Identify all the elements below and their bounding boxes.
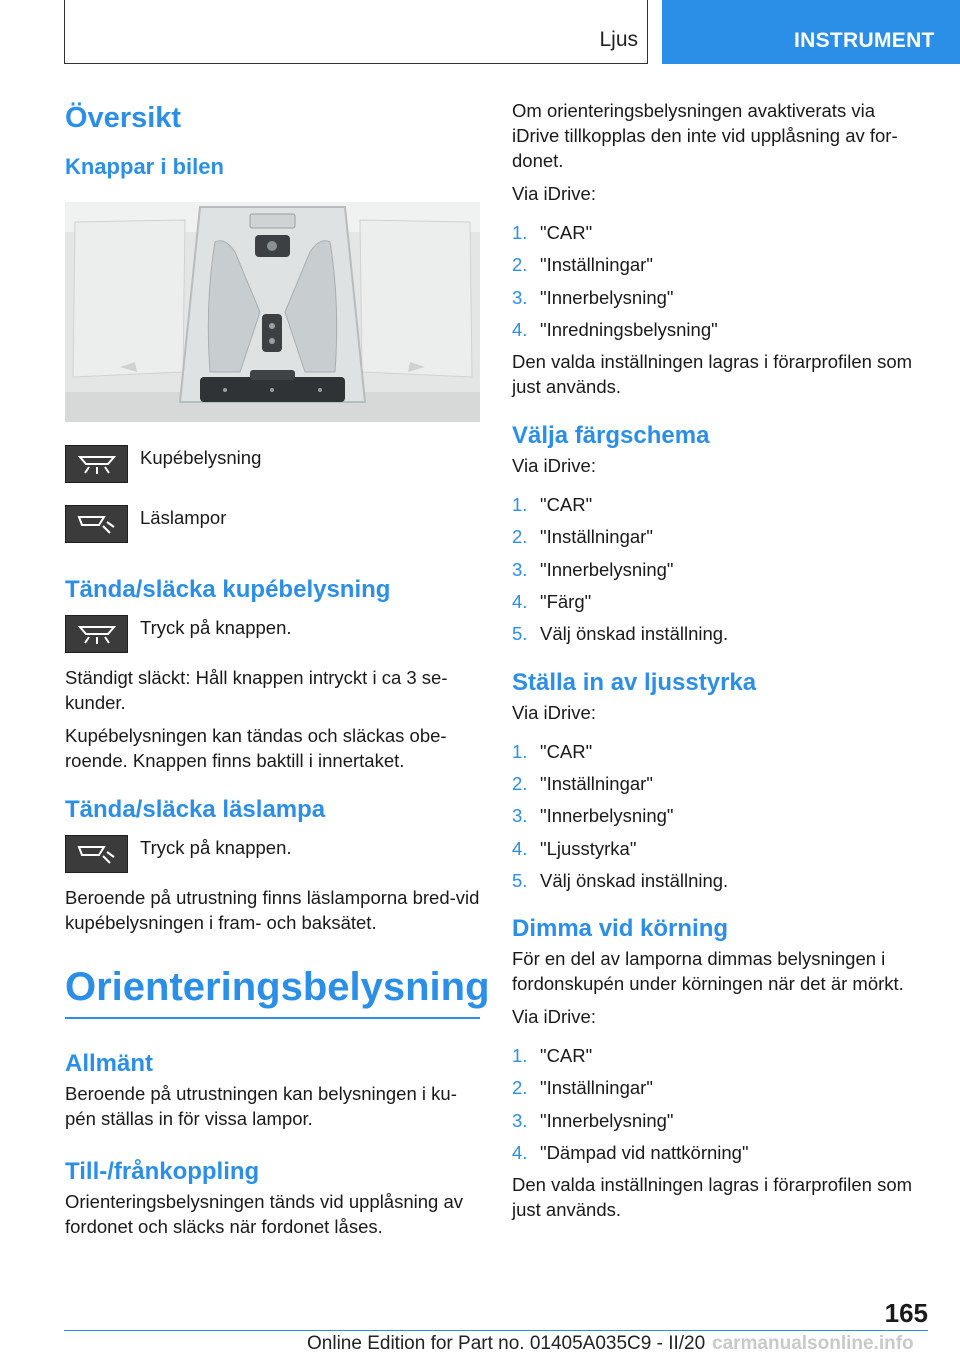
paragraph-allmant: Beroende på utrustningen kan belysningen i ku‐pén ställas in för vissa lampor. <box>65 1083 457 1129</box>
list-item: 3. "Innerbelysning" <box>512 558 674 580</box>
heading-allmant: Allmänt <box>65 1050 154 1077</box>
section-rule <box>65 1017 480 1019</box>
header-chapter-tab: INSTRUMENT <box>662 0 960 64</box>
heading-stalla-in-ljusstyrka: Ställa in av ljusstyrka <box>512 668 757 696</box>
footer-edition: Online Edition for Part no. 01405A035C9 - II/20 <box>307 1333 706 1354</box>
list-item: 3. "Innerbelysning" <box>512 286 674 308</box>
list-item: 3. "Innerbelysning" <box>512 805 674 827</box>
steps-list-3 <box>512 739 922 893</box>
list-item: 2. "Inställningar" <box>512 254 653 276</box>
heading-till-franskoppling: Till-/frånkoppling <box>65 1158 260 1185</box>
list-item: 4. "Dämpad vid nattkörning" <box>512 1142 749 1164</box>
roof-console-photo <box>65 202 480 422</box>
page-number: 165 <box>884 1298 928 1328</box>
list-item: 5. Välj önskad inställning. <box>512 623 729 645</box>
instruction-row-las <box>65 835 480 873</box>
instruction-press-kupe: Tryck på knappen. <box>140 617 292 638</box>
instruction-row-kupe <box>65 615 480 653</box>
heading-tanda-las: Tända/släcka läslampa <box>65 796 326 823</box>
list-item: 2. "Inställningar" <box>512 1077 653 1099</box>
watermark: carmanualsonline.info <box>712 1333 914 1354</box>
legend-label-laslampor: Läslampor <box>140 507 227 528</box>
steps-list-2 <box>512 492 922 646</box>
via-idrive-2: Via iDrive: <box>512 455 596 477</box>
heading-knappar: Knappar i bilen <box>65 154 224 179</box>
paragraph-after-1: Den valda inställningen lagras i förarprofilen som just används. <box>512 351 913 398</box>
heading-dimma-vid-korning: Dimma vid körning <box>512 915 729 943</box>
ceiling-light-icon <box>65 615 128 653</box>
list-item: 4. "Färg" <box>512 591 592 613</box>
heading-tanda-kupe: Tända/släcka kupébelysning <box>65 576 391 603</box>
instruction-press-las: Tryck på knappen. <box>140 837 292 858</box>
list-item: 4. "Ljusstyrka" <box>512 837 637 859</box>
left-column <box>65 98 490 1239</box>
legend-row-laslampor <box>65 505 480 543</box>
via-idrive-3: Via iDrive: <box>512 701 596 723</box>
paragraph-standigt-slackt: Ständigt släckt: Håll knappen intryckt i ca 3 se‐kunder. <box>65 667 448 713</box>
list-item: 5. Välj önskad inställning. <box>512 869 729 891</box>
list-item: 1. "CAR" <box>512 222 593 243</box>
reading-light-icon <box>65 835 128 873</box>
via-idrive-4: Via iDrive: <box>512 1006 596 1028</box>
paragraph-till: Orienteringsbelysningen tänds vid upplåsning av fordonet och släcks när fordonet låses. <box>65 1191 464 1237</box>
list-item: 4. "Inredningsbelysning" <box>512 318 718 340</box>
legend-row-kupebelysning <box>65 445 480 483</box>
via-idrive-1: Via iDrive: <box>512 183 596 204</box>
list-item: 1. "CAR" <box>512 740 593 762</box>
paragraph-kupe-oberoende: Kupébelysningen kan tändas och släckas obe‐roende. Knappen finns baktill i innertaket. <box>65 725 447 771</box>
heading-oversikt: Översikt <box>65 102 182 134</box>
header-section-title: Ljus <box>599 28 638 51</box>
paragraph-laslamporna: Beroende på utrustning finns läslamporna bred‐vid kupébelysningen i fram- och baksätet. <box>65 887 480 933</box>
header-frame <box>64 0 648 64</box>
legend-label-kupebelysning: Kupébelysning <box>140 447 262 468</box>
paragraph-intro: Om orienteringsbelysningen avaktiverats via iDrive tillkopplas den inte vid upplåsning av for‐donet. <box>512 100 898 171</box>
paragraph-dimma: För en del av lamporna dimmas belysningen i fordonskupén under körningen när det är mörkt. <box>512 948 904 995</box>
heading-valja-fargschema: Välja färgschema <box>512 422 710 450</box>
right-column <box>512 98 922 1222</box>
paragraph-after-4: Den valda inställningen lagras i förarprofilen som just används. <box>512 1174 913 1221</box>
list-item: 2. "Inställningar" <box>512 526 653 548</box>
steps-list-1 <box>512 220 922 342</box>
list-item: 3. "Innerbelysning" <box>512 1109 674 1131</box>
list-item: 2. "Inställningar" <box>512 772 653 794</box>
list-item: 1. "CAR" <box>512 1045 593 1067</box>
list-item: 1. "CAR" <box>512 494 593 516</box>
ceiling-light-icon <box>65 445 128 483</box>
heading-orienteringsbelysning: Orienteringsbelysning <box>65 965 490 1009</box>
reading-light-icon <box>65 505 128 543</box>
steps-list-4 <box>512 1043 922 1165</box>
footer-rule <box>64 1330 928 1331</box>
